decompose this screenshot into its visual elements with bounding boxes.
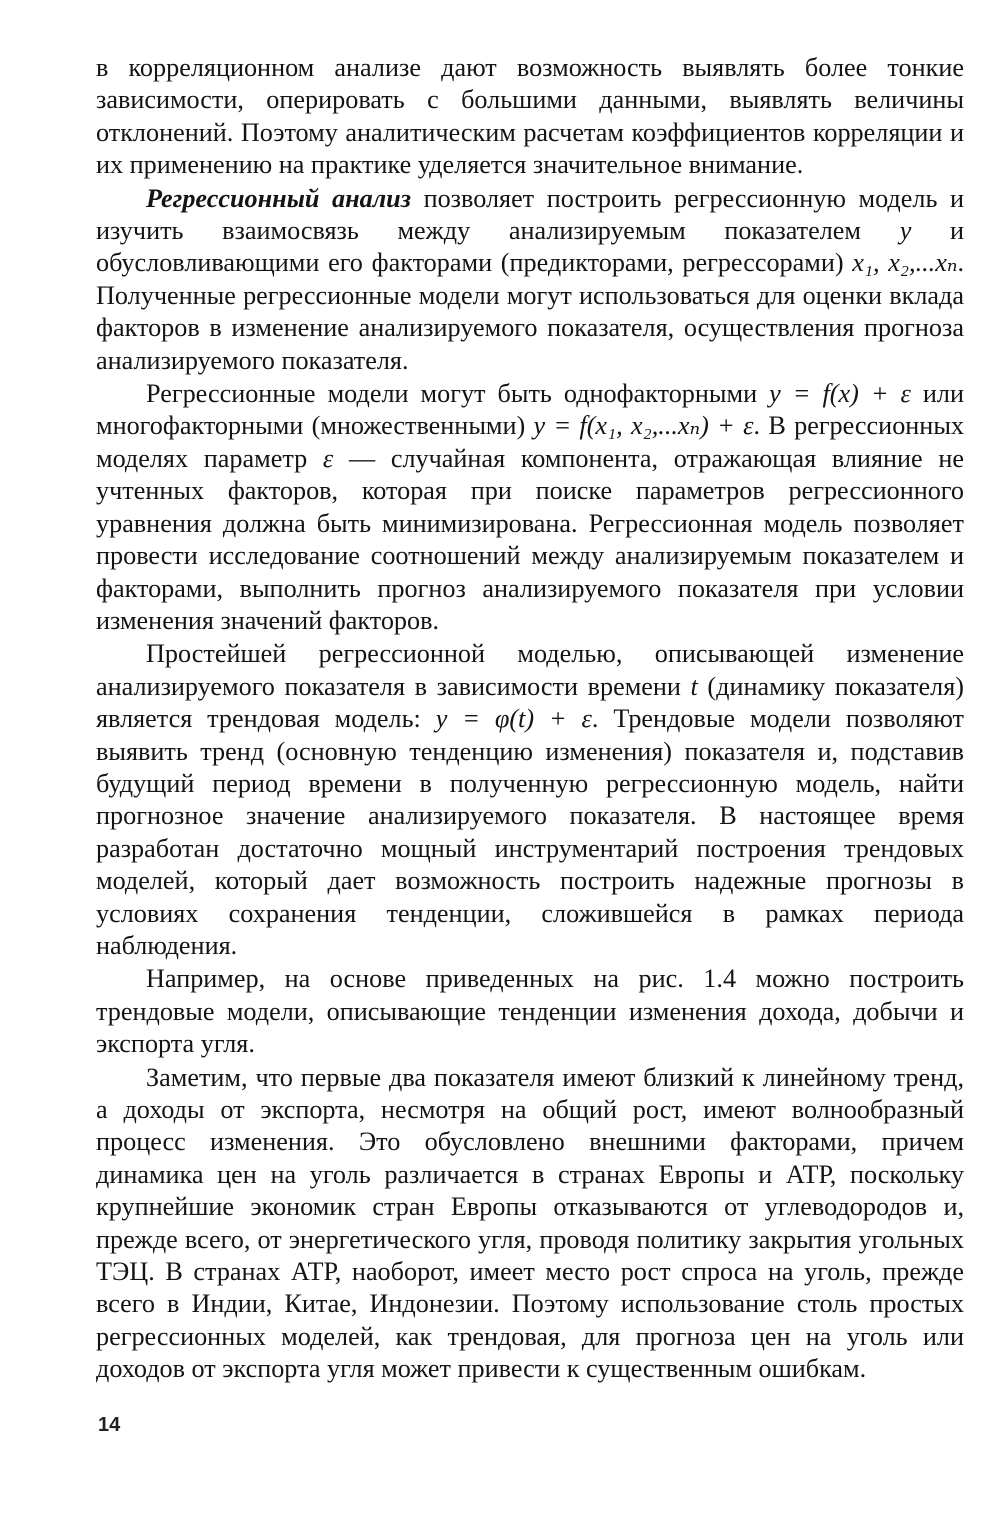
paragraph-text: . Полученные регрессионные модели могут использоваться для оценки вклада факторов в изменение анализируемого показателя, осуществления прогноза анализируемого показателя. [96, 248, 964, 375]
paragraph-text: или многофакторными (множественными) [96, 379, 964, 441]
paragraph-text: Регрессионные модели могут быть однофакторными [146, 379, 770, 409]
paragraph-regression-models [96, 378, 964, 637]
math-single-factor: y = f(x) + ε [769, 379, 911, 409]
paragraph-example: Например, на основе приведенных на рис. 1.4 можно построить трендовые модели, описывающие тенденции изменения дохода, добычи и экспорта угля. [96, 964, 964, 1059]
math-factors: x₁, x₂,...xₙ [852, 248, 958, 278]
paragraph-text: — случайная компонента, отражающая влияние не учтенных факторов, которая при поиске параметров регрессионного уравнения должна быть минимизирована. Регрессионная модель позволяет провести исследование соотношений между анализируемым показателем и факторами, выполнить прогноз анализируемого показателя при условии изменения значений факторов. [96, 443, 964, 635]
paragraph-text: . В регрессионных моделях параметр [96, 411, 965, 473]
math-y: y [899, 216, 912, 246]
paragraph-text: (динамику показателя) является трендовая модель: [96, 671, 965, 734]
paragraph-text: Простейшей регрессионной моделью, описывающей изменение анализируемого показателя в зависимости времени [96, 639, 964, 701]
term-regression-analysis: Регрессионный анализ [146, 183, 411, 213]
paragraph-text: . Трендовые модели позволяют выявить тренд (основную тенденцию изменения) показателя и, подставив будущий период времени в полученную регрессионную модель, найти прогнозное значение анализируемого показателя. В настоящее время разработан достаточно мощный инструментарий построения трендовых моделей, который дает возможность построить надежные прогнозы в условиях сохранения тенденции, сложившейся в рамках периода наблюдения. [96, 704, 964, 960]
math-epsilon: ε [322, 443, 334, 473]
page-body [96, 52, 964, 1392]
paragraph-regression-analysis [96, 183, 964, 377]
math-trend: y = φ(t) + ε [435, 704, 592, 734]
math-multi-factor: y = f(x₁, x₂,...xₙ) + ε [533, 411, 754, 441]
math-t: t [690, 671, 698, 701]
paragraph-text: позволяет построить регрессионную модель и изучить взаимосвязь между анализируемым показателем [96, 183, 964, 246]
paragraph-trend-model [96, 638, 964, 962]
page-number: 14 [98, 1414, 121, 1436]
paragraph-correlation: в корреляционном анализе дают возможность выявлять более тонкие зависимости, оперировать с большими данными, выявлять величины отклонений. Поэтому аналитическим расчетам коэффициентов корреляции и их применению на практике уделяется значительное внимание. [96, 53, 964, 180]
paragraph-observation: Заметим, что первые два показателя имеют близкий к линейному тренд, а доходы от экспорта, несмотря на общий рост, имеют волнообразный процесс изменения. Это обусловлено внешними факторами, причем динамика цен на уголь различается в странах Европы и АТР, поскольку крупнейшие экономик стран Европы отказываются от углеводородов и, прежде всего, от энергетического угля, проводя политику закрытия угольных ТЭЦ. В странах АТР, наоборот, имеет место рост спроса на уголь, прежде всего в Индии, Китае, Индонезии. Поэтому использование столь простых регрессионных моделей, как трендовая, для прогноза цен на уголь или доходов от экспорта угля может привести к существенным ошибкам. [96, 1062, 964, 1384]
paragraph-text: и обусловливающими его факторами (предикторами, регрессорами) [96, 216, 965, 278]
